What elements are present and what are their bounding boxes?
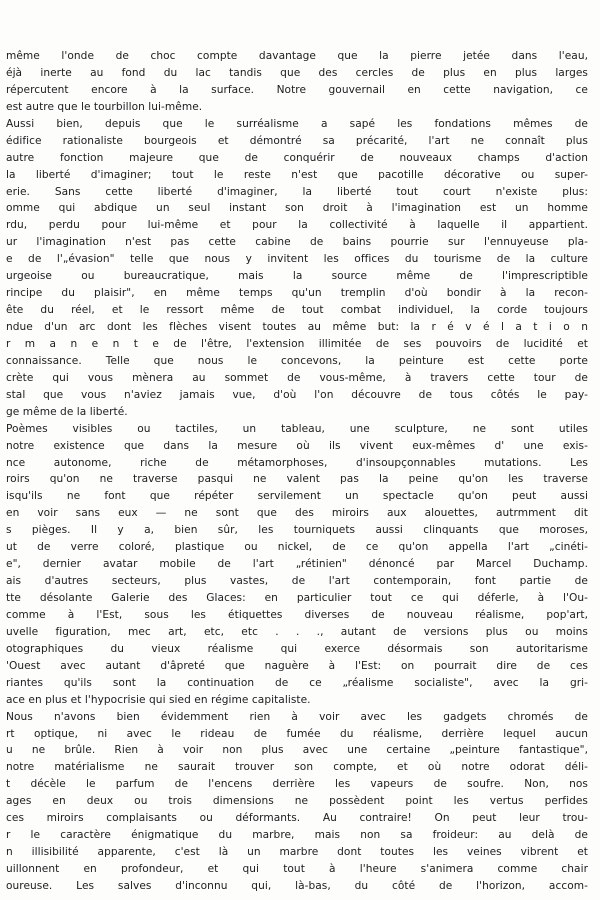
text-line: uillonnent en profondeur, et qui tout à l'heure s'animera comme chair bbox=[6, 863, 588, 875]
text-line: e de l'„évasion" telle que nous y invitent les offices du tourisme de la culture bbox=[6, 253, 588, 266]
text-line: connaissance. Telle que nous le concevons, la peinture est cette porte bbox=[6, 354, 588, 367]
text-line: édifice rationaliste bourgeois et démontré sa précarité, l'art ne connaît plus bbox=[6, 134, 588, 147]
text-line: stal que vous n'aviez jamais vue, d'où l'on découvre de tous côtés le pay- bbox=[6, 388, 588, 401]
text-line: ais d'autres secteurs, plus vastes, de l'art contemporain, font partie de bbox=[6, 575, 588, 588]
text-line: ge même de la liberté. bbox=[6, 405, 128, 418]
text-line: Aussi bien, depuis que le surréalisme a sapé les fondations mêmes de bbox=[6, 117, 588, 130]
text-line: éjà inerte au fond du lac tandis que des cercles de plus en plus larges bbox=[6, 66, 588, 79]
text-line: otographiques du vieux réalisme qui exerce désormais son autoritarisme bbox=[6, 642, 588, 655]
text-line: comme à l'Est, sous les étiquettes diverses de nouveau réalisme, pop'art, bbox=[6, 608, 588, 621]
text-line: riantes qu'ils sont la continuation de ce „réalisme socialiste", avec la gri- bbox=[6, 676, 588, 689]
text-line: même l'onde de choc compte davantage que la pierre jetée dans l'eau, bbox=[6, 50, 588, 62]
text-line: t décèle le parfum de l'encens derrière les vapeurs de soufre. Non, nos bbox=[6, 778, 588, 791]
text-line: la liberté d'imaginer; tout le reste n'est que pacotille décorative ou super- bbox=[6, 168, 588, 181]
text-line: crète qui vous mènera au sommet de vous-même, à travers cette tour de bbox=[6, 371, 588, 384]
text-line: Poèmes visibles ou tactiles, un tableau, une sculpture, ne sont utiles bbox=[6, 422, 588, 435]
text-line: ête du réel, et le ressort même de tout combat individuel, la corde toujours bbox=[6, 304, 588, 317]
text-line: notre existence que dans la mesure où ils vivent eux-mêmes d' une exis- bbox=[6, 439, 588, 452]
text-line: tte désolante Galerie des Glaces: en particulier tout ce qui déferle, à l'Ou- bbox=[6, 592, 588, 604]
text-line: nce autonome, riche de métamorphoses, d'insoupçonnables mutations. Les bbox=[6, 456, 588, 469]
text-line: oureuse. Les salves d'inconnu qui, là-bas, du côté de l'horizon, accom- bbox=[6, 879, 588, 892]
body-text bbox=[0, 48, 600, 895]
text-line: r le caractère énigmatique du marbre, mais non sa froideur: au delà de bbox=[6, 829, 588, 842]
text-line: en voir sans eux — ne sont que des miroirs aux alouettes, autrmment dit bbox=[6, 507, 588, 520]
text-line: urgeoise ou bureaucratique, mais la source même de l'imprescriptible bbox=[6, 270, 588, 283]
text-line: omme qui abdique un seul instant son droit à l'imagination est un homme bbox=[6, 202, 588, 215]
text-line: erie. Sans cette liberté d'imaginer, la liberté tout court n'existe plus: bbox=[6, 185, 588, 198]
text-line: isqu'ils ne font que répéter servilement un spectacle qu'on peut aussi bbox=[6, 490, 588, 503]
text-line: uvelle figuration, mec art, etc, etc . . ., autant de versions plus ou moins bbox=[6, 625, 588, 638]
text-line: rt optique, ni avec le rideau de fumée du réalisme, derrière lequel aucun bbox=[6, 727, 588, 740]
text-line: roirs qu'on ne traverse pasqui ne valent pas la peine qu'on les traverse bbox=[6, 473, 588, 486]
text-line: est autre que le tourbillon lui-même. bbox=[6, 100, 203, 113]
text-line: ndue d'un arc dont les flèches visent toutes au même but: la r é v é l a t i o n bbox=[6, 321, 588, 333]
text-line: ages en deux ou trois dimensions ne possèdent point les vertus perfides bbox=[6, 795, 588, 808]
text-line: r m a n e n t e de l'être, l'extension illimitée de ses pouvoirs de lucidité et bbox=[6, 337, 588, 350]
text-line: 'Ouest avec autant d'âpreté que naguère à l'Est: on pourrait dire de ces bbox=[6, 659, 588, 672]
text-line: u ne brûle. Rien à voir non plus avec une certaine „peinture fantastique", bbox=[6, 744, 588, 757]
text-line: autre fonction majeure que de conquérir de nouveaux champs d'action bbox=[6, 151, 588, 164]
text-line: ur l'imagination n'est pas cette cabine de bains pourrie sur l'ennuyeuse pla- bbox=[6, 236, 588, 249]
text-line: notre matérialisme ne saurait trouver son compte, et où notre odorat déli- bbox=[6, 761, 588, 774]
text-line: rdu, perdu pour lui-même et pour la collectivité à laquelle il appartient. bbox=[6, 219, 588, 232]
text-line: répercutent encore à la surface. Notre gouvernail en cette navigation, ce bbox=[6, 83, 588, 96]
text-line: s pièges. Il y a, bien sûr, les tourniquets aussi clinquants que moroses, bbox=[6, 524, 588, 537]
text-line: Nous n'avons bien évidemment rien à voir avec les gadgets chromés de bbox=[6, 710, 588, 723]
text-line: e", dernier avatar mobile de l'art „rétinien" dénoncé par Marcel Duchamp. bbox=[6, 558, 588, 571]
text-line: ace en plus et l'hypocrisie qui sied en régime capitaliste. bbox=[6, 693, 311, 706]
text-line: rincipe du plaisir", en même temps qu'un tremplin d'où bondir à la recon- bbox=[6, 287, 588, 300]
text-line: n illisibilité apparente, c'est là un marbre dont toutes les veines vibrent et bbox=[6, 846, 588, 859]
text-line: ut de verre coloré, plastique ou nickel, de ce qu'on appella l'art „cinéti- bbox=[6, 541, 588, 554]
text-line: ces miroirs complaisants ou déformants. Au contraire! On peut leur trou- bbox=[6, 812, 588, 825]
